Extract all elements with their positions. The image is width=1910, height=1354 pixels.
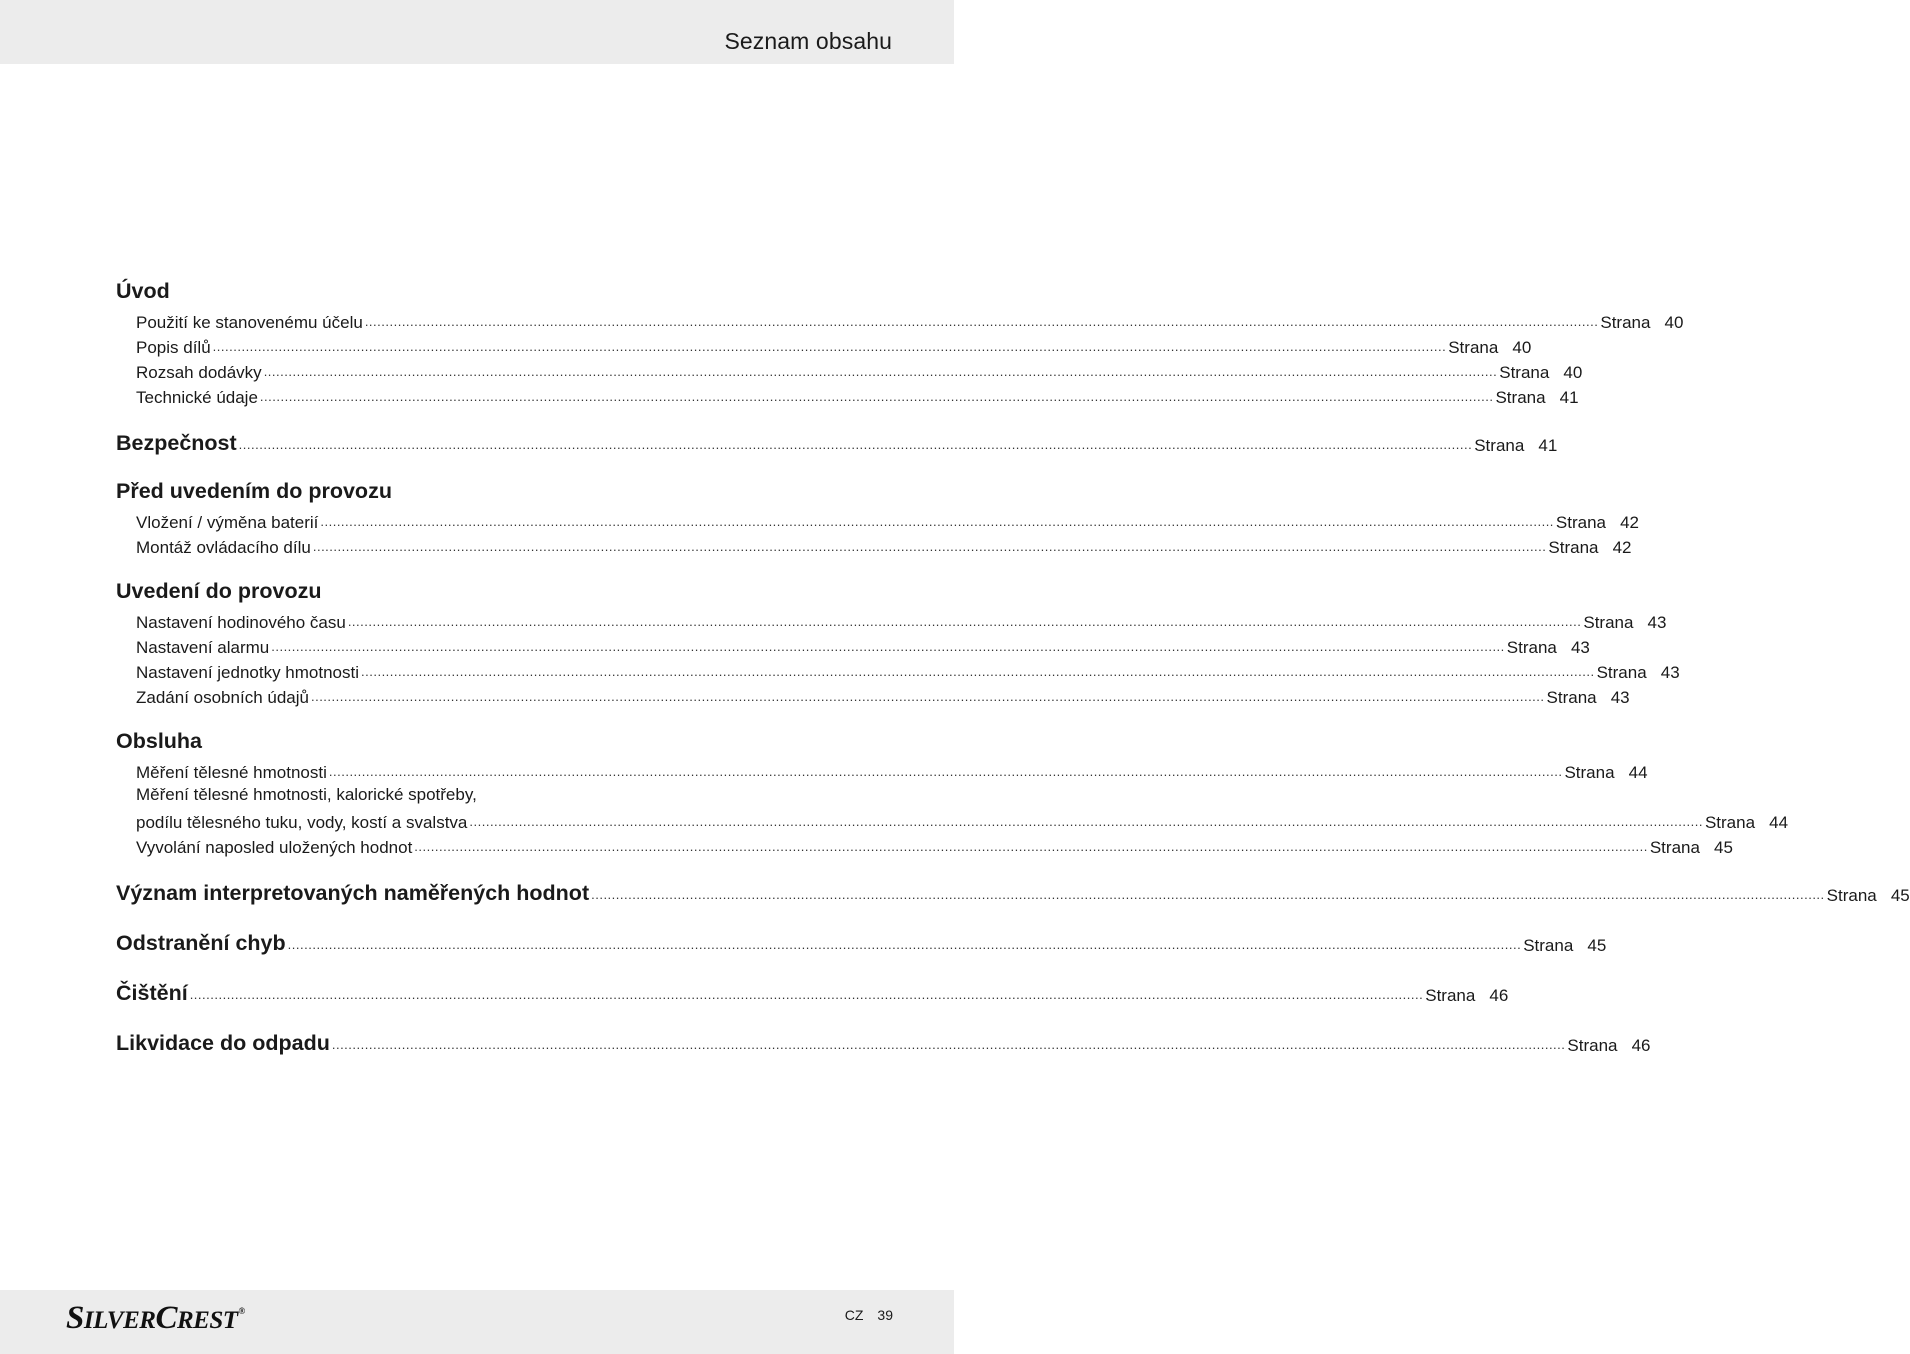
toc-entry-label: Měření tělesné hmotnosti [136, 763, 327, 782]
toc-entry-label: Použití ke stanovenému účelu [136, 313, 363, 332]
toc-entry-page: Strana 42 [1555, 513, 1640, 532]
toc-entry-label: Zadání osobních údajů [136, 688, 309, 707]
toc-entry[interactable] [136, 659, 1680, 683]
leader-dots: ............................................................................................................................................................................................................................................................................................................ [259, 389, 1494, 404]
toc-entry[interactable] [136, 509, 1640, 533]
toc-entry-label: Vyvolání naposled uložených hodnot [136, 838, 413, 857]
toc-entry[interactable] [136, 334, 1532, 358]
section-heading-bezpecnost: Bezpečnost [116, 431, 237, 455]
toc-entry-page: Strana 46 [1425, 986, 1509, 1005]
section-heading-vyznam: Význam interpretovaných naměřených hodnot [116, 881, 590, 905]
leader-dots: ............................................................................................................................................................................................................................................................................................................ [414, 839, 1648, 854]
toc-entry-label: Montáž ovládacího dílu [136, 538, 311, 557]
toc-entry-page: Strana 43 [1583, 613, 1667, 632]
toc-entry-label: Nastavení alarmu [136, 638, 270, 657]
page-number: 39 [877, 1307, 893, 1323]
toc-entry-label: Rozsah dodávky [136, 363, 262, 382]
toc-section-odstraneni[interactable] [116, 931, 1607, 956]
toc-section-likvidace[interactable] [116, 1031, 1651, 1056]
toc-entry-label: Vložení / výměna baterií [136, 513, 319, 532]
language-code: CZ [844, 1307, 864, 1323]
toc-entry-label: Technické údaje [136, 388, 258, 407]
leader-dots: ............................................................................................................................................................................................................................................................................................................ [331, 1037, 1566, 1052]
toc-entry-page: Strana 45 [1523, 936, 1607, 955]
toc-entry-page: Strana 40 [1600, 313, 1684, 332]
toc-entry-page: Strana 43 [1546, 688, 1630, 707]
page-header [0, 0, 954, 64]
toc-entry-page: Strana 44 [1704, 813, 1789, 832]
toc-entry-page: Strana 41 [1474, 436, 1558, 455]
toc-entry[interactable] [136, 359, 1583, 383]
toc-entry[interactable] [136, 534, 1632, 558]
toc-entry[interactable] [136, 684, 1630, 708]
leader-dots: ............................................................................................................................................................................................................................................................................................................ [364, 314, 1599, 329]
section-heading-cisteni: Čištění [116, 981, 188, 1005]
section-heading-uvod[interactable]: Úvod [116, 279, 170, 303]
leader-dots: ............................................................................................................................................................................................................................................................................................................ [591, 887, 1825, 902]
leader-dots: ............................................................................................................................................................................................................................................................................................................ [263, 364, 1498, 379]
section-heading-obsluha[interactable]: Obsluha [116, 729, 203, 753]
leader-dots: ............................................................................................................................................................................................................................................................................................................ [189, 987, 1424, 1002]
toc-entry-page: Strana 43 [1596, 663, 1680, 682]
leader-dots: ............................................................................................................................................................................................................................................................................................................ [320, 514, 1554, 529]
toc-entry-page: Strana 40 [1499, 363, 1583, 382]
footer-page-info [845, 1307, 893, 1323]
toc-entry[interactable] [136, 809, 1789, 833]
toc-entry-page: Strana 45 [1649, 838, 1733, 857]
toc-section-cisteni[interactable] [116, 981, 1509, 1006]
silvercrest-logo: SILVERCREST® [66, 1300, 245, 1336]
toc-entry-label: Popis dílů [136, 338, 211, 357]
leader-dots: ............................................................................................................................................................................................................................................................................................................ [312, 539, 1547, 554]
section-heading-uvedeni[interactable]: Uvedení do provozu [116, 579, 322, 603]
leader-dots: ............................................................................................................................................................................................................................................................................................................ [271, 639, 1505, 654]
toc-entry-page: Strana 40 [1448, 338, 1532, 357]
toc-entry-page: Strana 45 [1826, 886, 1910, 905]
toc-entry[interactable] [136, 609, 1667, 633]
toc-entry-label-line1[interactable]: Měření tělesné hmotnosti, kalorické spotřeby, [136, 785, 477, 804]
toc-entry-page: Strana 46 [1567, 1036, 1651, 1055]
leader-dots: ............................................................................................................................................................................................................................................................................................................ [347, 614, 1582, 629]
header-title: Seznam obsahu [724, 28, 892, 54]
toc-entry-page: Strana 42 [1548, 538, 1632, 557]
section-heading-pred[interactable]: Před uvedením do provozu [116, 479, 392, 503]
leader-dots: ............................................................................................................................................................................................................................................................................................................ [361, 664, 1595, 679]
leader-dots: ............................................................................................................................................................................................................................................................................................................ [238, 437, 1473, 452]
leader-dots: ............................................................................................................................................................................................................................................................................................................ [212, 339, 1447, 354]
toc-section-vyznam[interactable] [116, 881, 1910, 906]
section-heading-odstraneni: Odstranění chyb [116, 931, 286, 955]
toc-entry[interactable] [136, 759, 1648, 783]
toc-entry[interactable] [136, 834, 1733, 858]
leader-dots: ............................................................................................................................................................................................................................................................................................................ [469, 814, 1703, 829]
toc-entry[interactable] [136, 634, 1590, 658]
toc-entry-label: Nastavení hodinového času [136, 613, 346, 632]
leader-dots: ............................................................................................................................................................................................................................................................................................................ [310, 689, 1545, 704]
leader-dots: ............................................................................................................................................................................................................................................................................................................ [287, 937, 1522, 952]
section-heading-likvidace: Likvidace do odpadu [116, 1031, 330, 1055]
toc-entry[interactable] [136, 309, 1684, 333]
toc-entry-label: Nastavení jednotky hmotnosti [136, 663, 360, 682]
toc-entry-page: Strana 41 [1495, 388, 1579, 407]
toc-entry-label: podílu tělesného tuku, vody, kostí a svalstva [136, 813, 468, 832]
toc-entry-page: Strana 44 [1564, 763, 1648, 782]
toc-entry[interactable] [136, 384, 1579, 408]
toc-section-bezpecnost[interactable] [116, 431, 1558, 456]
leader-dots: ............................................................................................................................................................................................................................................................................................................ [328, 764, 1563, 779]
toc-entry-page: Strana 43 [1506, 638, 1590, 657]
